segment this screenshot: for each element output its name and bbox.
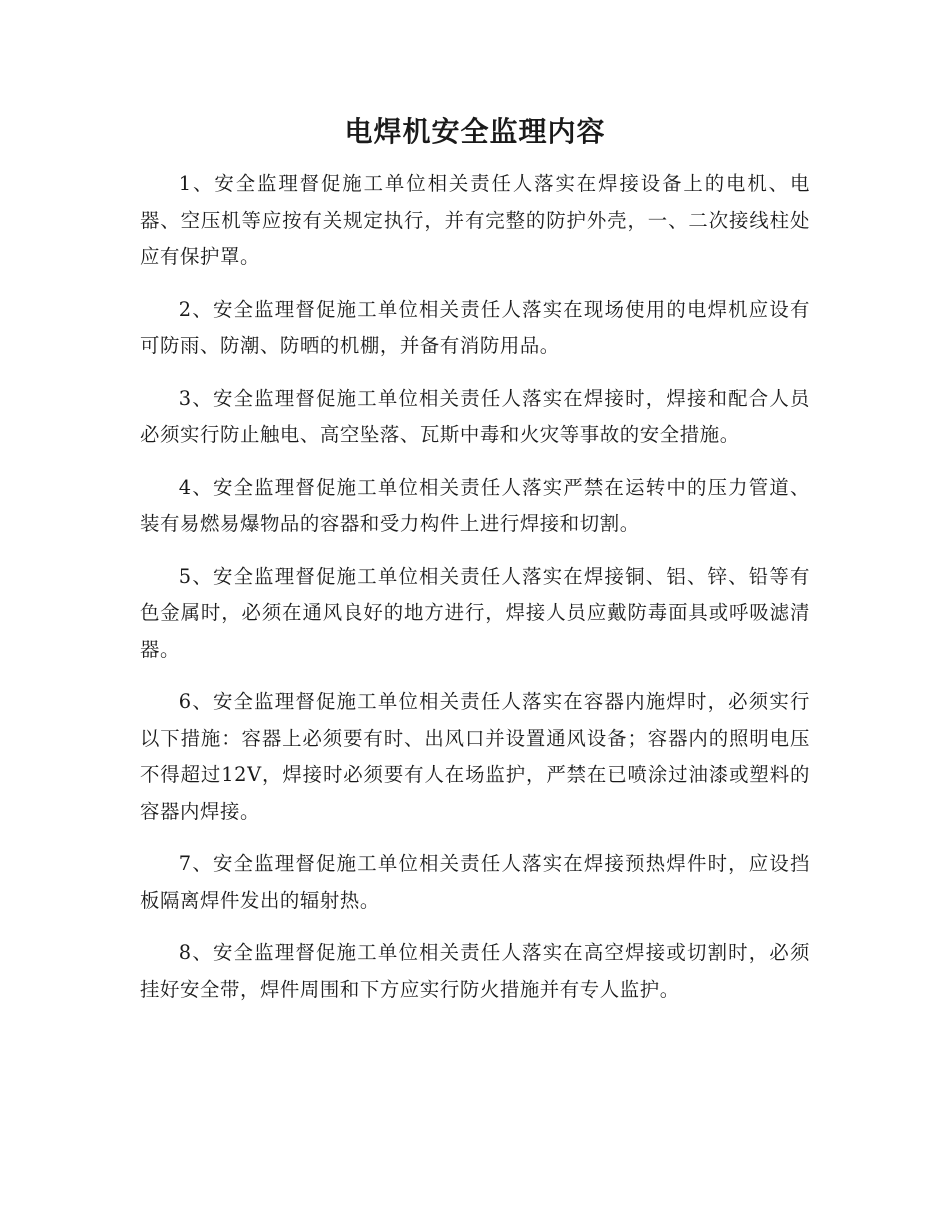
paragraph-4: 4、安全监理督促施工单位相关责任人落实严禁在运转中的压力管道、装有易燃易爆物品的容器和受力构件上进行焊接和切割。 [140, 475, 810, 535]
paragraph-5: 5、安全监理督促施工单位相关责任人落实在焊接铜、铝、锌、铅等有色金属时，必须在通风良好的地方进行，焊接人员应戴防毒面具或呼吸滤清器。 [140, 564, 810, 661]
paragraph-1: 1、安全监理督促施工单位相关责任人落实在焊接设备上的电机、电器、空压机等应按有关规定执行，并有完整的防护外壳，一、二次接线柱处应有保护罩。 [140, 172, 810, 268]
document-title: 电焊机安全监理内容 [344, 115, 606, 148]
paragraph-6: 6、安全监理督促施工单位相关责任人落实在容器内施焊时，必须实行以下措施：容器上必须要有时、出风口并设置通风设备；容器内的照明电压不得超过12V，焊接时必须要有人在场监护，严禁在已喷涂过油漆或塑料的容器内焊接。 [140, 690, 810, 823]
paragraph-8: 8、安全监理督促施工单位相关责任人落实在高空焊接或切割时，必须挂好安全带，焊件周围和下方应实行防火措施并有专人监护。 [140, 941, 810, 1001]
paragraph-2: 2、安全监理督促施工单位相关责任人落实在现场使用的电焊机应设有可防雨、防潮、防晒的机棚，并备有消防用品。 [140, 297, 810, 357]
document-page [140, 112, 810, 1024]
paragraph-3: 3、安全监理督促施工单位相关责任人落实在焊接时，焊接和配合人员必须实行防止触电、高空坠落、瓦斯中毒和火灾等事故的安全措施。 [140, 386, 810, 446]
paragraph-7: 7、安全监理督促施工单位相关责任人落实在焊接预热焊件时，应设挡板隔离焊件发出的辐射热。 [140, 852, 810, 912]
